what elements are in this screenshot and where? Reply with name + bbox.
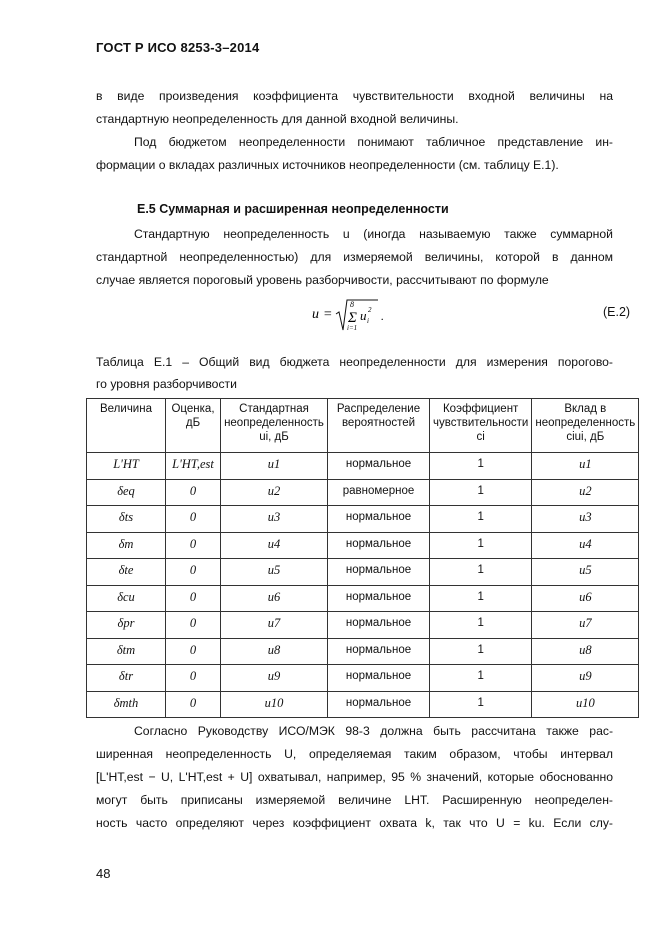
table-cell: нормальное xyxy=(328,453,430,480)
table-cell: δte xyxy=(87,559,166,586)
table-header-row xyxy=(87,399,639,453)
table-cell: u10 xyxy=(221,691,328,718)
table-cell: 0 xyxy=(166,479,221,506)
text-line: ность часто определяют через коэффициент охвата k, так что U = ku. Если слу- xyxy=(96,816,613,830)
formula-number: (Е.2) xyxy=(603,305,631,319)
text-line: случае является пороговый уровень разборчивости, рассчитывают по формуле xyxy=(96,273,549,287)
table-cell: нормальное xyxy=(328,532,430,559)
table-cell: u3 xyxy=(532,506,639,533)
table-cell: u4 xyxy=(532,532,639,559)
table-cell: 1 xyxy=(430,665,532,692)
table-cell: δeq xyxy=(87,479,166,506)
table-cell: u1 xyxy=(532,453,639,480)
table-cell: u9 xyxy=(221,665,328,692)
paragraph-1 xyxy=(96,85,613,131)
table-cell: u6 xyxy=(532,585,639,612)
table-cell: u10 xyxy=(532,691,639,718)
table-cell: u7 xyxy=(532,612,639,639)
table-cell: нормальное xyxy=(328,665,430,692)
table-cell: 1 xyxy=(430,691,532,718)
text-line: [L'HT,est − U, L'HT,est + U] охватывал, например, 95 % значений, которые обоснованно xyxy=(96,770,613,784)
table-cell: u7 xyxy=(221,612,328,639)
table-cell: u3 xyxy=(221,506,328,533)
table-cell: нормальное xyxy=(328,612,430,639)
text-line: Согласно Руководству ИСО/МЭК 98-3 должна быть рассчитана также рас- xyxy=(134,724,613,738)
svg-text:u: u xyxy=(312,307,319,322)
table-row xyxy=(87,559,639,586)
svg-text:2: 2 xyxy=(368,306,372,314)
table-cell: 0 xyxy=(166,559,221,586)
svg-text:u: u xyxy=(360,308,367,323)
svg-text:=: = xyxy=(323,307,333,322)
svg-text:Σ: Σ xyxy=(348,310,357,326)
header-cell: Величина xyxy=(87,399,166,453)
caption-line: го уровня разборчивости xyxy=(96,377,237,391)
svg-text:i: i xyxy=(367,317,369,325)
paragraph-3 xyxy=(96,223,613,292)
text-line: Стандартную неопределенность u (иногда называемую также суммарной xyxy=(134,227,613,241)
table-cell: 1 xyxy=(430,506,532,533)
table-cell: u8 xyxy=(221,638,328,665)
text-line: могут быть приписаны измеряемой величине LHT. Расширенную неопределен- xyxy=(96,793,613,807)
table-body xyxy=(87,453,639,718)
table-row xyxy=(87,453,639,480)
table-cell: 0 xyxy=(166,585,221,612)
table-cell: u4 xyxy=(221,532,328,559)
header-cell: Стандартная неопределенность ui, дБ xyxy=(221,399,328,453)
table-cell: δpr xyxy=(87,612,166,639)
table-cell: 1 xyxy=(430,612,532,639)
paragraph-2 xyxy=(96,131,613,177)
table-cell: 0 xyxy=(166,612,221,639)
table-row xyxy=(87,665,639,692)
table-cell: δts xyxy=(87,506,166,533)
table-cell: 1 xyxy=(430,559,532,586)
svg-text:.: . xyxy=(381,309,384,323)
table-cell: δmth xyxy=(87,691,166,718)
table-cell: 1 xyxy=(430,532,532,559)
table-cell: δm xyxy=(87,532,166,559)
table-cell: L'HT xyxy=(87,453,166,480)
table-cell: u5 xyxy=(221,559,328,586)
table-cell: 0 xyxy=(166,506,221,533)
table-cell: нормальное xyxy=(328,691,430,718)
table-cell: нормальное xyxy=(328,638,430,665)
header-cell: Коэффициент чувствительности ci xyxy=(430,399,532,453)
table-row xyxy=(87,479,639,506)
table-row xyxy=(87,532,639,559)
table-cell: δcu xyxy=(87,585,166,612)
text-line: Под бюджетом неопределенности понимают табличное представление ин- xyxy=(134,135,613,149)
table-cell: 0 xyxy=(166,638,221,665)
table-cell: u1 xyxy=(221,453,328,480)
table-cell: 1 xyxy=(430,479,532,506)
section-heading: Е.5 Суммарная и расширенная неопределенности xyxy=(137,202,449,216)
header-cell: Вклад в неопределенность ciui, дБ xyxy=(532,399,639,453)
table-cell: нормальное xyxy=(328,585,430,612)
table-cell: u5 xyxy=(532,559,639,586)
table-cell: 0 xyxy=(166,532,221,559)
table-cell: u9 xyxy=(532,665,639,692)
svg-text:i=1: i=1 xyxy=(347,324,358,332)
running-header: ГОСТ Р ИСО 8253-3–2014 xyxy=(96,40,260,55)
table-cell: 0 xyxy=(166,665,221,692)
table-cell: u2 xyxy=(532,479,639,506)
table-cell: равномерное xyxy=(328,479,430,506)
text-line: стандартную неопределенность для данной входной величины. xyxy=(96,112,459,126)
table-cell: 1 xyxy=(430,585,532,612)
table-caption xyxy=(96,351,613,395)
caption-line: Таблица Е.1 – Общий вид бюджета неопределенности для измерения порогово- xyxy=(96,355,613,369)
table-row xyxy=(87,506,639,533)
header-cell: Оценка, дБ xyxy=(166,399,221,453)
table-row xyxy=(87,691,639,718)
table-cell: L'HT,est xyxy=(166,453,221,480)
formula-e2 xyxy=(312,296,392,345)
table-cell: u2 xyxy=(221,479,328,506)
table-cell: 1 xyxy=(430,638,532,665)
text-line: ширенная неопределенность U, определяемая таким образом, чтобы интервал xyxy=(96,747,613,761)
paragraph-4 xyxy=(96,720,613,835)
table-row xyxy=(87,638,639,665)
table-cell: 1 xyxy=(430,453,532,480)
table-row xyxy=(87,612,639,639)
text-line: стандартной неопределенностью) для измеряемой величины, которой в данном xyxy=(96,250,613,264)
text-line: в виде произведения коэффициента чувствительности входной величины на xyxy=(96,89,613,103)
uncertainty-budget-table xyxy=(86,398,639,718)
table-row xyxy=(87,585,639,612)
table-cell: δtr xyxy=(87,665,166,692)
table-cell: нормальное xyxy=(328,506,430,533)
table-cell: δtm xyxy=(87,638,166,665)
table-cell: u8 xyxy=(532,638,639,665)
page-number: 48 xyxy=(96,866,111,881)
header-cell: Распределение вероятностей xyxy=(328,399,430,453)
table-cell: нормальное xyxy=(328,559,430,586)
table-cell: u6 xyxy=(221,585,328,612)
svg-text:8: 8 xyxy=(350,300,354,309)
sqrt-sum-formula xyxy=(312,296,392,340)
table-cell: 0 xyxy=(166,691,221,718)
text-line: формации о вкладах различных источников неопределенности (см. таблицу Е.1). xyxy=(96,158,559,172)
